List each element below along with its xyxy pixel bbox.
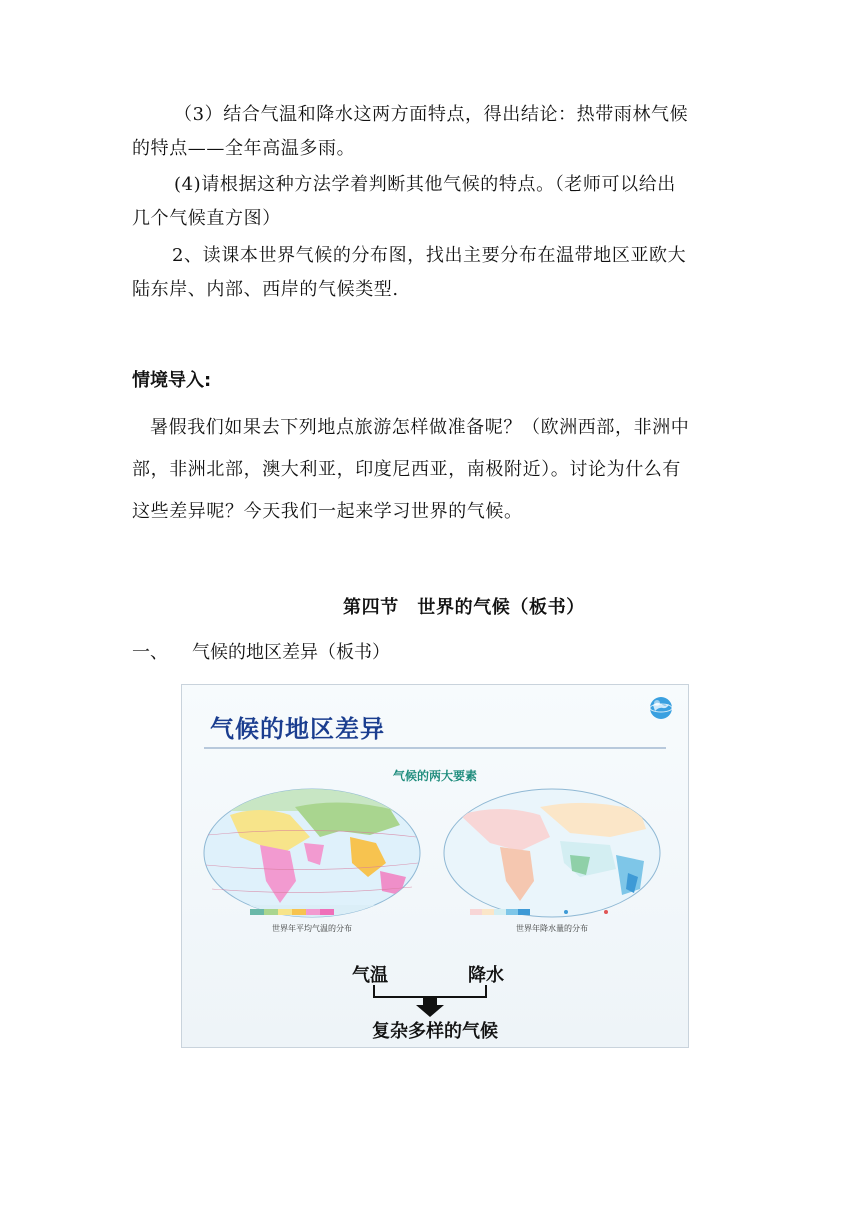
paragraph-step-3 [132,98,732,166]
subsection-title [132,638,390,664]
paragraph-line: （3）结合气温和降水这两方面特点，得出结论：热带雨林气候 [174,104,689,125]
paragraph-step-4 [132,168,732,236]
slide-figure [181,684,689,1048]
precipitation-map-caption: 世界年降水量的分布 [516,924,588,933]
section-heading: 情境导入: [132,370,212,391]
section-title: 第四节 世界的气候（板书） [343,597,585,618]
paragraph-line: 2、读课本世界气候的分布图，找出主要分布在温带地区亚欧大 [172,245,687,266]
intro-paragraph [132,407,732,533]
paragraph-item-2 [132,239,732,307]
slide-title: 气候的地区差异 [210,715,385,743]
paragraph-line: 暑假我们如果去下列地点旅游怎样做准备呢？（欧洲西部，非洲中 [150,417,690,438]
subsection-number: 一、 [132,642,168,663]
flow-connector [182,685,689,1048]
paragraph-line: 这些差异呢？今天我们一起来学习世界的气候。 [132,501,523,522]
paragraph-line: 几个气候直方图） [132,208,281,229]
flow-label-precipitation: 降水 [468,965,504,986]
temperature-map-caption: 世界年平均气温的分布 [272,924,352,933]
subsection-text: 气候的地区差异（板书） [192,642,390,663]
paragraph-line: 部，非洲北部，澳大利亚，印度尼西亚，南极附近）。讨论为什么有 [132,459,681,480]
paragraph-line: 陆东岸、内部、西岸的气候类型. [132,279,399,300]
flow-label-result: 复杂多样的气候 [372,1021,498,1042]
slide-subtitle: 气候的两大要素 [392,769,477,783]
flow-label-temperature: 气温 [352,965,388,986]
paragraph-line: (4)请根据这种方法学着判断其他气候的特点。（老师可以给出 [174,174,676,195]
paragraph-line: 的特点——全年高温多雨。 [132,138,356,159]
